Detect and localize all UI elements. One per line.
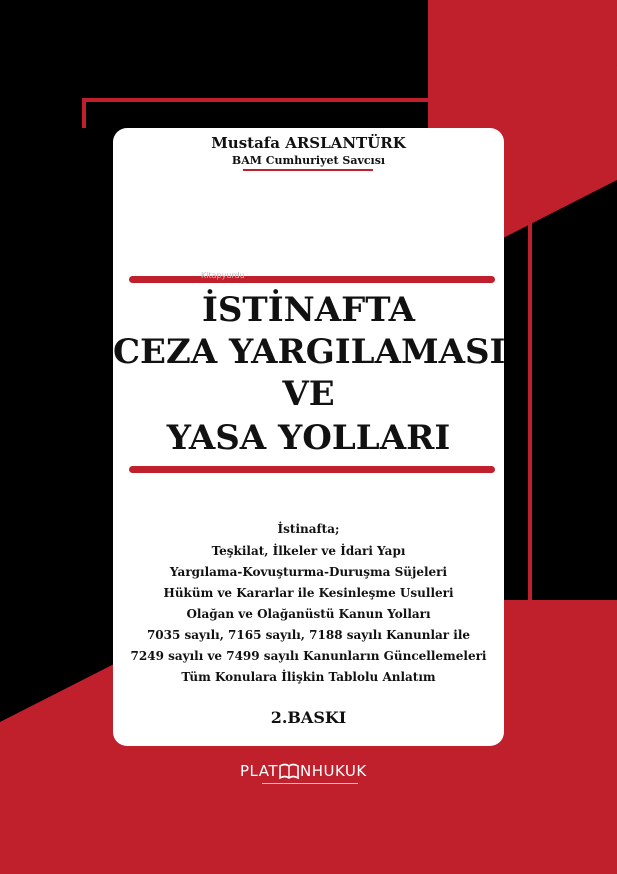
publisher-name-right: NHUKUK [300,762,367,780]
title-line-2: CEZA YARGILAMASI [113,332,506,372]
title-line-4: YASA YOLLARI [166,418,451,458]
author-underline [243,169,373,171]
title-top-rule [129,276,495,283]
subtitle-line-1: İstinafta; [277,522,340,536]
publisher-name-left: PLAT [240,762,279,780]
watermark: Kitapyurdu [201,271,245,280]
title-bottom-rule [129,466,495,473]
subtitle-line-6: 7035 sayılı, 7165 sayılı, 7188 sayılı Kanunlar ile [146,628,471,642]
author-name: Mustafa ARSLANTÜRK [211,134,406,152]
subtitle-line-7: 7249 sayılı ve 7499 sayılı Kanunların Güncellemeleri [130,649,487,663]
title-line-3: VE [282,374,335,414]
subtitle-line-3: Yargılama-Kovuşturma-Duruşma Süjeleri [169,565,448,579]
subtitle-line-5: Olağan ve Olağanüstü Kanun Yolları [186,607,431,621]
publisher-logo [240,760,380,788]
book-icon [278,762,300,782]
title-line-1: İSTİNAFTA [201,290,416,330]
edition-label: 2.BASKI [270,708,347,727]
subtitle-line-2: Teşkilat, İlkeler ve İdari Yapı [211,544,406,558]
subtitle-line-8: Tüm Konulara İlişkin Tablolu Anlatım [181,670,436,684]
subtitle-line-4: Hüküm ve Kararlar ile Kesinleşme Usulleri [163,586,454,600]
publisher-underline [262,783,358,784]
cover-card [113,128,504,746]
author-role: BAM Cumhuriyet Savcısı [231,154,386,167]
